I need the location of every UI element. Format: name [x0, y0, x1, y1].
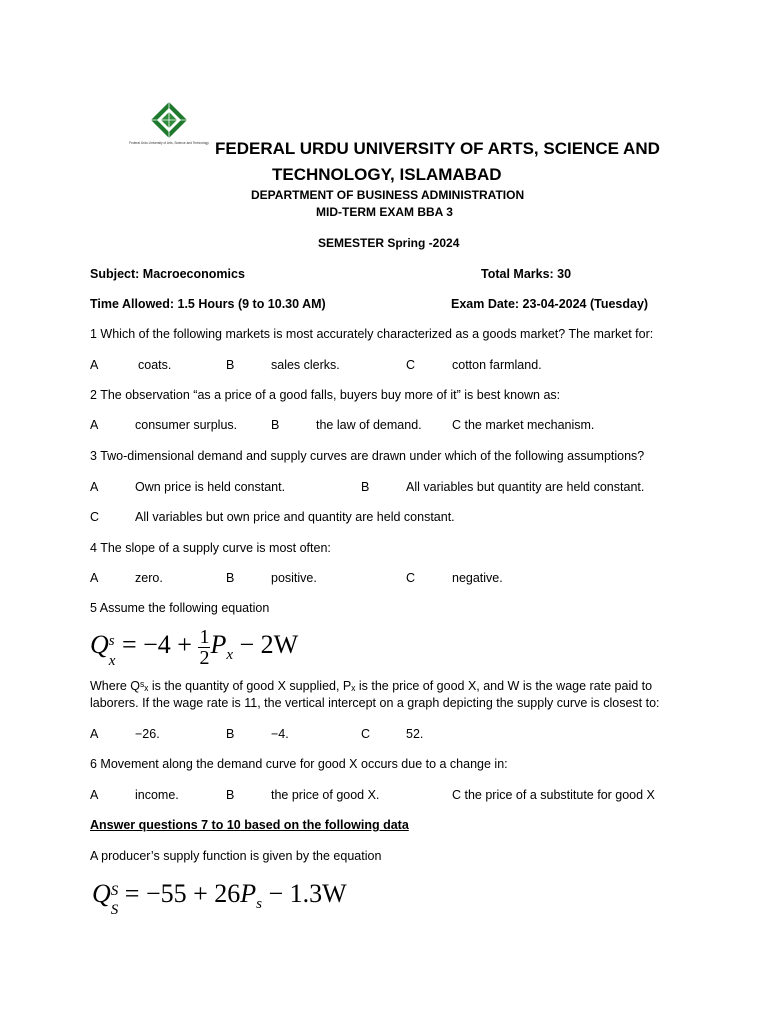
q2-option-b: the law of demand.	[316, 418, 422, 432]
eq2-mid: = −55 + 26	[124, 879, 241, 908]
question-6-text: 6 Movement along the demand curve for good X occurs due to a change in:	[90, 757, 508, 771]
q3-option-a-label: A	[90, 480, 99, 494]
supply-equation-1	[90, 624, 298, 676]
q2-option-c: C the market mechanism.	[452, 418, 595, 432]
q3-option-b-label: B	[361, 480, 370, 494]
q1-option-b-label: B	[226, 358, 235, 372]
eq2-q-sup: S	[110, 883, 119, 899]
q3-option-b: All variables but quantity are held constant.	[406, 480, 645, 494]
q4-option-a-label: A	[90, 571, 99, 585]
q5-option-c: 52.	[406, 727, 424, 741]
eq2-q: Q	[92, 879, 111, 908]
eq1-numerator: 1	[199, 625, 210, 648]
q5-where-line1: Where Qˢₓ is the quantity of good X supplied, Pₓ is the price of good X, and W is the wage rate paid to	[90, 679, 653, 693]
question-1-text: 1 Which of the following markets is most accurately characterized as a goods market? The market for:	[90, 327, 654, 341]
q1-option-a-label: A	[90, 358, 99, 372]
university-name-line1: FEDERAL URDU UNIVERSITY OF ARTS, SCIENCE AND	[215, 139, 660, 158]
q3-option-c: All variables but own price and quantity are held constant.	[135, 510, 455, 524]
section-heading: Answer questions 7 to 10 based on the following data	[90, 818, 409, 832]
q5-option-a-label: A	[90, 727, 99, 741]
eq2-tail: − 1.3W	[268, 879, 347, 908]
eq1-denominator: 2	[199, 646, 210, 669]
q4-option-c: negative.	[452, 571, 503, 585]
q1-option-c-label: C	[406, 358, 416, 372]
eq2-p-sub: s	[256, 896, 263, 913]
subject: Subject: Macroeconomics	[90, 267, 245, 281]
eq1-fraction	[198, 627, 210, 668]
q6-option-b-label: B	[226, 788, 235, 802]
q6-option-b: the price of good X.	[271, 788, 380, 802]
question-2-text: 2 The observation “as a price of a good falls, buyers buy more of it” is best known as:	[90, 388, 561, 402]
q5-option-c-label: C	[361, 727, 371, 741]
q4-option-b: positive.	[271, 571, 317, 585]
total-marks: Total Marks: 30	[481, 267, 572, 281]
q6-option-c: C the price of a substitute for good X	[452, 788, 655, 802]
q2-option-a: consumer surplus.	[135, 418, 238, 432]
semester-title: SEMESTER Spring -2024	[318, 236, 460, 250]
section-intro: A producer’s supply function is given by the equation	[90, 849, 382, 863]
q2-option-a-label: A	[90, 418, 99, 432]
q2-option-b-label: B	[271, 418, 280, 432]
q1-option-a: coats.	[138, 358, 172, 372]
q1-option-b: sales clerks.	[271, 358, 340, 372]
university-logo	[129, 100, 209, 150]
department-title: DEPARTMENT OF BUSINESS ADMINISTRATION	[251, 188, 525, 202]
exam-title: MID-TERM EXAM BBA 3	[316, 205, 453, 219]
q5-where-line2: laborers. If the wage rate is 11, the vertical intercept on a graph depicting the supply curve is closest to:	[90, 696, 660, 710]
q6-option-a: income.	[135, 788, 179, 802]
eq1-q-sub: x	[108, 653, 116, 670]
eq1-tail: − 2W	[239, 630, 299, 659]
q5-option-a: −26.	[135, 727, 160, 741]
q4-option-a: zero.	[135, 571, 163, 585]
eq2-q-sub: S	[110, 902, 119, 919]
time-allowed: Time Allowed: 1.5 Hours (9 to 10.30 AM)	[90, 297, 326, 311]
q4-option-c-label: C	[406, 571, 416, 585]
eq1-p: P	[210, 630, 227, 659]
q5-option-b-label: B	[226, 727, 235, 741]
exam-date: Exam Date: 23-04-2024 (Tuesday)	[451, 297, 649, 311]
logo-caption: Federal Urdu University of Arts, Science and Technology	[129, 141, 209, 145]
q1-option-c: cotton farmland.	[452, 358, 542, 372]
q3-option-c-label: C	[90, 510, 100, 524]
question-4-text: 4 The slope of a supply curve is most often:	[90, 541, 331, 555]
eq1-q-sup: s	[108, 633, 115, 649]
university-name-line2: TECHNOLOGY, ISLAMABAD	[272, 165, 502, 184]
supply-equation-2	[92, 872, 347, 926]
q5-option-b: −4.	[271, 727, 289, 741]
question-3-text: 3 Two-dimensional demand and supply curves are drawn under which of the following assumptions?	[90, 449, 645, 463]
question-5-text: 5 Assume the following equation	[90, 601, 270, 615]
q6-option-a-label: A	[90, 788, 99, 802]
q3-option-a: Own price is held constant.	[135, 480, 286, 494]
eq1-q: Q	[90, 630, 109, 659]
eq2-p: P	[240, 879, 257, 908]
eq1-p-sub: x	[226, 647, 234, 664]
eq1-mid: = −4 +	[121, 630, 192, 659]
q4-option-b-label: B	[226, 571, 235, 585]
